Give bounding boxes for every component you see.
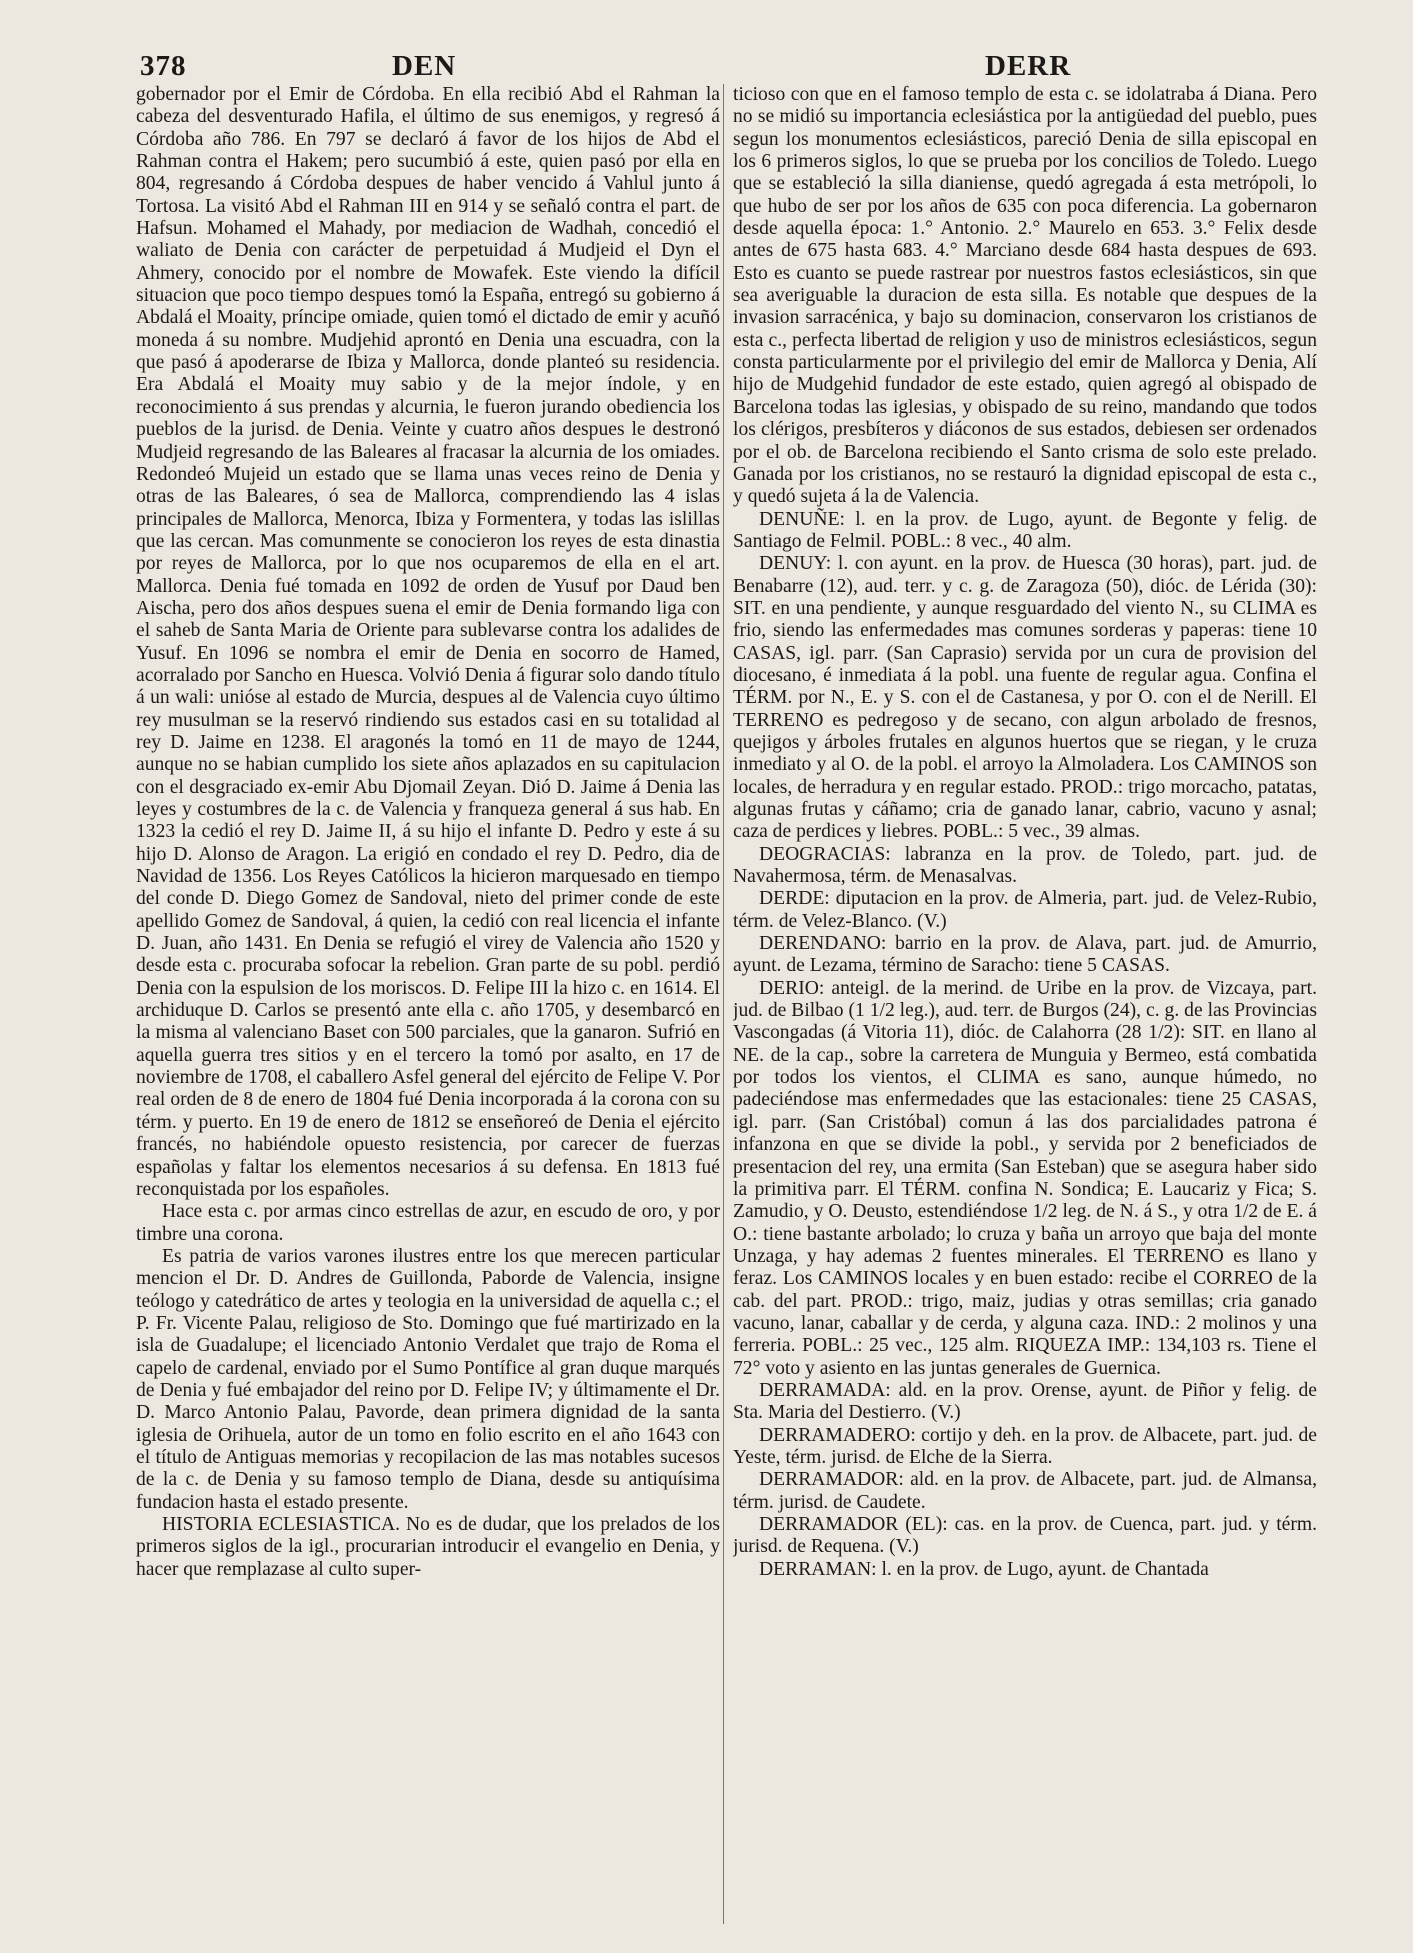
paragraph: Es patria de varios varones ilustres entre los que merecen particular mencion el Dr. D. Andres de Guillonda, Paborde de Valencia, insigne teólogo y catedrático de artes y teologia en la universidad de aquella c.; el P. Fr. Vicente Palau, religioso de Sto. Domingo que fué martirizado en la isla de Guadalupe; el licenciado Antonio Verdalet que trajo de Roma el capelo de cardenal, enviado por el Sumo Pontífice al gran duque marqués de Denia y fué embajador del reino por D. Felipe IV; y últimamente el Dr. D. Marco Antonio Palau, Pavorde, dean primera dignidad de la santa iglesia de Orihuela, autor de un tomo en folio escrito en el año 1643 con el título de Antiguas memorias y recopilacion de las mas notables sucesos de la c. de Denia y su famoso templo de Diana, desde su antiquísima fundacion hasta el estado presente. xyxy=(136,1245,720,1513)
entry-derramada: DERRAMADA: ald. en la prov. Orense, ayunt. de Piñor y felig. de Sta. Maria del Destierro. (V.) xyxy=(733,1379,1317,1424)
paragraph: Hace esta c. por armas cinco estrellas de azur, en escudo de oro, y por timbre una corona. xyxy=(136,1201,720,1245)
entry-derraman: DERRAMAN: l. en la prov. de Lugo, ayunt. de Chantada xyxy=(759,1558,1209,1580)
right-column xyxy=(733,84,1317,1929)
entry-derramador: DERRAMADOR: ald. en la prov. de Albacete, part. jud. de Almansa, térm. jurisd. de Caudete. xyxy=(733,1469,1317,1513)
entry-derendano: DERENDANO: barrio en la prov. de Alava, part. jud. de Amurrio, ayunt. de Lezama, término de Saracho: tiene 5 CASAS. xyxy=(733,933,1317,977)
left-running-head: DEN xyxy=(392,50,457,82)
paragraph: HISTORIA ECLESIASTICA. No es de dudar, que los prelados de los primeros siglos de la igl., procurarian introducir el evangelio en Denia, y hacer que remplazase al culto super- xyxy=(136,1514,720,1580)
right-running-head: DERR xyxy=(985,50,1072,82)
left-column xyxy=(136,84,720,1929)
entry-derde: DERDE: diputacion en la prov. de Almeria, part. jud. de Velez-Rubio, térm. de Velez-Blanco. (V.) xyxy=(733,888,1317,932)
entry-deogracias: DEOGRACIAS: labranza en la prov. de Toledo, part. jud. de Navahermosa, térm. de Menasalvas. xyxy=(733,843,1317,888)
entry-derramador-el: DERRAMADOR (EL): cas. en la prov. de Cuenca, part. jud. y térm. jurisd. de Requena. (V.) xyxy=(733,1514,1317,1558)
page-number: 378 xyxy=(140,50,187,82)
paragraph: ticioso con que en el famoso templo de esta c. se idolatraba á Diana. Pero no se midió su importancia eclesiástica por la antigüedad del pueblo, pues segun los monumentos eclesiásticos, pareció Denia de silla episcopal en los 6 primeros siglos, lo que se prueba por los concilios de Toledo. Luego que se estableció la silla dianiense, quedó agregada á esta metrópoli, lo que hubo de ser por los años de 635 con poca diferencia. La gobernaron desde aquella época: 1.° Antonio. 2.° Maurelo en 653. 3.° Felix desde antes de 675 hasta 683. 4.° Marciano desde 684 hasta despues de 693. Esto es cuanto se puede rastrear por nuestros fastos eclesiásticos, sin que sea averiguable la duracion de esta silla. Es notable que despues de la invasion sarracénica, y bajo su dominacion, conservaron los cristianos de esta c., perfecta libertad de religion y uso de ministros eclesiásticos, segun consta particularmente por el privilegio del emir de Mallorca y Denia, Alí hijo de Mudgehid fundador de este estado, quien agregó al obispado de Barcelona todas las iglesias, y obispado de su reino, mandando que todos los clérigos, presbíteros y diáconos de sus estados, debiesen ser ordenados por el ob. de Barcelona recibiendo el Santo crisma de solo este prelado. Ganada por los cristianos, no se restauró la dignidad episcopal de esta c., y quedó sujeta á la de Valencia. xyxy=(733,84,1317,508)
paragraph: gobernador por el Emir de Córdoba. En ella recibió Abd el Rahman la cabeza del desventurado Hafila, el último de sus enemigos, y regresó á Córdoba año 786. En 797 se declaró á favor de los hijos de Abd el Rahman contra el Hakem; pero sucumbió á este, quien pasó por ella en 804, regresando á Córdoba despues de haber vencido á Vahlul junto á Tortosa. La visitó Abd el Rahman III en 914 y se señaló contra el part. de Hafsun. Mohamed el Mahady, por mediacion de Wadhah, concedió el waliato de Denia con carácter de perpetuidad á Mudjeid el Dyn el Ahmery, conocido por el nombre de Mowafek. Este viendo la difícil situacion que poco tiempo despues tomó la España, entregó su gobierno á Abdalá el Moaity, príncipe omiade, quien tomó el dictado de emir y acuñó moneda á su nombre. Mudjehid aprontó en Denia una escuadra, con la que pasó á apoderarse de Ibiza y Mallorca, donde planteó su residencia. Era Abdalá el Moaity muy sabio y de la mejor índole, y en reconocimiento á sus prendas y alcurnia, le fueron jurando obediencia los pueblos de la jurisd. de Denia. Veinte y cuatro años despues le destronó Mudjeid regresando de las Baleares al fracasar la alcurnia de los omiades. Redondeó Mujeid un estado que se llama unas veces reino de Denia y otras de las Baleares, ó sea de Mallorca, comprendiendo las 4 islas principales de Mallorca, Menorca, Ibiza y Formentera, y todas las islillas que las cercan. Mas comunmente se conocieron los reyes de esta dinastia por reyes de Mallorca, por lo que nos ocuparemos de ella en el art. Mallorca. Denia fué tomada en 1092 de orden de Yusuf por Daud ben Aischa, pero dos años despues suena el emir de Denia formando liga con el saheb de Santa Maria de Oriente para sublevarse contra los adalides de Yusuf. En 1096 se nombra el emir de Denia en socorro de Hamed, acorralado por Sancho en Huesca. Volvió Denia á figurar solo dando título á un wali: unióse al estado de Murcia, despues al de Valencia cuyo último rey musulman se la reservó rindiendo sus estados casi en su totalidad al rey D. Jaime en 1238. El aragonés la tomó en 11 de mayo de 1244, aunque no se habian cumplido los siete años aplazados en su capitulacion con el desgraciado ex-emir Abu Djomail Zeyan. Dió D. Jaime á Denia las leyes y costumbres de la c. de Valencia y franqueza general á sus hab. En 1323 la cedió el rey D. Jaime II, á su hijo el infante D. Pedro y este á su hijo D. Alonso de Aragon. La erigió en condado el rey D. Pedro, dia de Navidad de 1356. Los Reyes Católicos la hicieron marquesado en tiempo del conde D. Diego Gomez de Sandoval, nieto del primer conde de este apellido Gomez de Sandoval, á quien, la cedió con real licencia el infante D. Juan, año 1431. En Denia se refugió el virey de Valencia año 1520 y desde esta c. procuraba sofocar la rebelion. Gran parte de su pobl. perdió Denia con la espulsion de los moriscos. D. Felipe III la hizo c. en 1614. El archiduque D. Carlos se presentó ante ella c. año 1705, y desembarcó en la misma al valenciano Baset con 500 parciales, que la ganaron. Sufrió en aquella guerra tres sitios y en el tercero la tomó por asalto, en 17 de noviembre de 1708, el caballero Asfel general del ejército de Felipe V. Por real orden de 8 de enero de 1804 fué Denia incorporada á la corona con su térm. y puerto. En 19 de enero de 1812 se enseñoreó de Denia el ejército francés, no habiéndole opuesto resistencia, por carecer de fuerzas españolas y faltar los elementos necesarios á su defensa. En 1813 fué reconquistada por los españoles. xyxy=(136,84,720,1200)
entry-denune: DENUÑE: l. en la prov. de Lugo, ayunt. de Begonte y felig. de Santiago de Felmil. POBL.: 8 vec., 40 alm. xyxy=(733,508,1317,552)
entry-derio: DERIO: anteigl. de la merind. de Uribe en la prov. de Vizcaya, part. jud. de Bilbao (1 1/2 leg.), aud. terr. de Burgos (24), c. g. de las Provincias Vascongadas (á Vitoria 11), dióc. de Calahorra (28 1/2): SIT. en llano al NE. de la cap., sobre la carretera de Munguia y Bermeo, está combatida por todos los vientos, el CLIMA es sano, aunque húmedo, no padeciéndose mas enfermedades que las estacionales: tiene 25 CASAS, igl. parr. (San Cristóbal) comun á las dos parcialidades patrona é infanzona en que se divide la pobl., y servida por 2 beneficiados de presentacion del rey, una ermita (San Esteban) que se asegura haber sido la primitiva parr. El TÉRM. confina N. Sondica; E. Laucariz y Fica; S. Zamudio, y O. Deusto, estendiéndose 1/2 leg. de N. á S., y otra 1/2 de E. á O.: tiene bastante arbolado; lo cruza y baña un arroyo que baja del monte Unzaga, y hay ademas 2 fuentes minerales. El TERRENO es llano y feraz. Los CAMINOS locales y en buen estado: recibe el CORREO de la cab. del part. PROD.: trigo, maiz, judias y otras semillas; cria ganado vacuno, lanar, caballar y de cerda, y alguna caza. IND.: 2 molinos y una ferreria. POBL.: 25 vec., 125 alm. RIQUEZA IMP.: 134,103 rs. Tiene el 72° voto y asiento en las juntas generales de Guernica. xyxy=(733,977,1317,1379)
column-divider xyxy=(723,84,724,1924)
entry-derramadero: DERRAMADERO: cortijo y deh. en la prov. de Albacete, part. jud. de Yeste, térm. jurisd. de Elche de la Sierra. xyxy=(733,1424,1317,1468)
entry-denuy: DENUY: l. con ayunt. en la prov. de Huesca (30 horas), part. jud. de Benabarre (12), aud. terr. y c. g. de Zaragoza (50), dióc. de Lérida (30): SIT. en una pendiente, y aunque resguardado del viento N., su CLIMA es frio, siendo las enfermedades mas comunes sorderas y paperas: tiene 10 CASAS, igl. parr. (San Caprasio) servida por un cura de provision del diocesano, é inmediata á la pobl. una fuente de regular agua. Confina el TÉRM. por N., E. y S. con el de Castanesa, y por O. con el de Nerill. El TERRENO es pedregoso y de secano, con algun arbolado de fresnos, quejigos y árboles frutales en algunos huertos que se riegan, y le cruza inmediato y al O. de la pobl. el arroyo la Almoladera. Los CAMINOS son locales, de herradura y en regular estado. PROD.: trigo morcacho, patatas, algunas frutas y cáñamo; cria de ganado lanar, cabrio, vacuno y asnal; caza de perdices y liebres. POBL.: 5 vec., 39 almas. xyxy=(733,553,1317,843)
